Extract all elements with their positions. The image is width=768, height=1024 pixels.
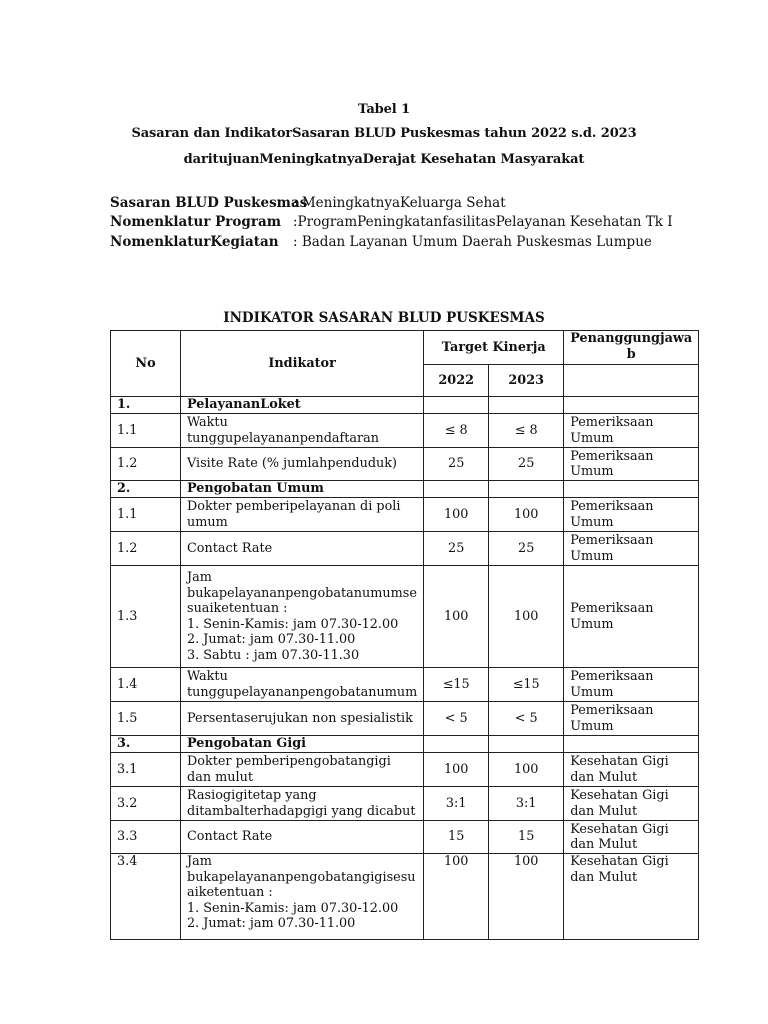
meta-label: Sasaran BLUD Puskesmas (110, 195, 308, 211)
cell-target-2023 (489, 481, 564, 498)
table-row (111, 668, 699, 702)
header-target-kinerja: Target Kinerja (424, 331, 564, 365)
cell-indikator: Rasiogigitetap yang ditambalterhadapgigi yang dicabut (181, 787, 424, 821)
cell-target-2022: 100 (424, 753, 489, 787)
cell-target-2023: ≤ 8 (489, 414, 564, 448)
table-row (111, 532, 699, 566)
cell-indikator: Pengobatan Umum (181, 481, 424, 498)
cell-target-2023: 100 (489, 498, 564, 532)
cell-target-2023: 3:1 (489, 787, 564, 821)
header-year-2023: 2023 (489, 365, 564, 397)
cell-penanggungjawab (564, 736, 699, 753)
cell-no: 3. (111, 736, 181, 753)
table-number: Tabel 1 (357, 102, 411, 117)
cell-target-2023: 100 (489, 566, 564, 668)
header-indikator: Indikator (181, 331, 424, 397)
cell-target-2022: < 5 (424, 702, 489, 736)
cell-no: 3.4 (111, 854, 181, 940)
table-header-row (111, 331, 699, 365)
header-penanggungjawab: Penanggungjawa b (564, 331, 699, 365)
cell-no: 3.2 (111, 787, 181, 821)
table-row (111, 498, 699, 532)
cell-target-2023: 25 (489, 532, 564, 566)
cell-target-2022: 100 (424, 498, 489, 532)
cell-no: 1.4 (111, 668, 181, 702)
table-row (111, 414, 699, 448)
cell-indikator: Waktu tunggupelayananpendaftaran (181, 414, 424, 448)
section-row (111, 397, 699, 414)
meta-label: Nomenklatur Program (110, 214, 281, 231)
cell-penanggungjawab: Pemeriksaan Umum (564, 532, 699, 566)
cell-penanggungjawab: Kesehatan Gigi dan Mulut (564, 753, 699, 787)
cell-target-2023: < 5 (489, 702, 564, 736)
cell-indikator: Dokter pemberipengobatangigi dan mulut (181, 753, 424, 787)
meta-label: NomenklaturKegiatan (110, 233, 279, 250)
cell-no: 1. (111, 397, 181, 414)
cell-penanggungjawab: Pemeriksaan Umum (564, 702, 699, 736)
cell-penanggungjawab: Pemeriksaan Umum (564, 414, 699, 448)
table-row (111, 566, 699, 668)
header-year-2022: 2022 (424, 365, 489, 397)
cell-target-2022: ≤15 (424, 668, 489, 702)
meta-row-sasaran (110, 194, 673, 213)
cell-penanggungjawab: Kesehatan Gigi dan Mulut (564, 787, 699, 821)
cell-penanggungjawab: Kesehatan Gigi dan Mulut (564, 821, 699, 854)
cell-no: 3.3 (111, 821, 181, 854)
cell-target-2023: 100 (489, 753, 564, 787)
cell-target-2022: 25 (424, 532, 489, 566)
cell-indikator: PelayananLoket (181, 397, 424, 414)
cell-penanggungjawab: Pemeriksaan Umum (564, 566, 699, 668)
cell-target-2023: ≤15 (489, 668, 564, 702)
cell-no: 1.5 (111, 702, 181, 736)
document-title: Sasaran dan IndikatorSasaran BLUD Puskesmas tahun 2022 s.d. 2023 (131, 126, 637, 141)
table-row (111, 702, 699, 736)
meta-value: : Badan Layanan Umum Daerah Puskesmas Lumpue (293, 233, 652, 250)
cell-target-2023: 100 (489, 854, 564, 940)
cell-target-2023 (489, 397, 564, 414)
meta-value: :ProgramPeningkatanfasilitasPelayanan Kesehatan Tk I (293, 214, 673, 231)
cell-indikator: Contact Rate (181, 821, 424, 854)
cell-no: 1.1 (111, 414, 181, 448)
table-row (111, 854, 699, 940)
cell-no: 1.3 (111, 566, 181, 668)
table-row (111, 821, 699, 854)
cell-no: 2. (111, 481, 181, 498)
cell-indikator: Dokter pemberipelayanan di poli umum (181, 498, 424, 532)
section-row (111, 736, 699, 753)
table-row (111, 753, 699, 787)
cell-indikator: Persentaserujukan non spesialistik (181, 702, 424, 736)
cell-indikator: Contact Rate (181, 532, 424, 566)
cell-target-2022: 15 (424, 821, 489, 854)
cell-target-2023 (489, 736, 564, 753)
document-subtitle: daritujuanMeningkatnyaDerajat Kesehatan Masyarakat (183, 152, 585, 167)
cell-target-2022: 100 (424, 854, 489, 940)
header-empty-cell (564, 365, 699, 397)
cell-target-2022: ≤ 8 (424, 414, 489, 448)
cell-target-2022: 3:1 (424, 787, 489, 821)
cell-no: 3.1 (111, 753, 181, 787)
cell-indikator: Visite Rate (% jumlahpenduduk) (181, 448, 424, 481)
cell-target-2022 (424, 397, 489, 414)
cell-indikator: Pengobatan Gigi (181, 736, 424, 753)
cell-target-2022 (424, 736, 489, 753)
cell-indikator: Jam bukapelayananpengobatanumumse suaiketentuan : 1. Senin-Kamis: jam 07.30-12.00 2. Jumat: jam 07.30-11.00 3. Sabtu : jam 07.30-11.30 (181, 566, 424, 668)
cell-target-2023: 15 (489, 821, 564, 854)
table-title: INDIKATOR SASARAN BLUD PUSKESMAS (223, 310, 545, 326)
meta-block (110, 194, 673, 252)
cell-target-2022: 25 (424, 448, 489, 481)
cell-target-2022: 100 (424, 566, 489, 668)
cell-penanggungjawab: Kesehatan Gigi dan Mulut (564, 854, 699, 940)
table-row (111, 448, 699, 481)
cell-penanggungjawab (564, 481, 699, 498)
indicator-table (110, 330, 699, 940)
cell-indikator: Jam bukapelayananpengobatangigisesu aiketentuan : 1. Senin-Kamis: jam 07.30-12.00 2. Jumat: jam 07.30-11.00 (181, 854, 424, 940)
header-no: No (111, 331, 181, 397)
meta-row-kegiatan (110, 233, 673, 252)
cell-indikator: Waktu tunggupelayananpengobatanumum (181, 668, 424, 702)
cell-no: 1.2 (111, 532, 181, 566)
meta-value: : MeningkatnyaKeluarga Sehat (293, 195, 506, 211)
cell-penanggungjawab: Pemeriksaan Umum (564, 668, 699, 702)
cell-no: 1.2 (111, 448, 181, 481)
table-row (111, 787, 699, 821)
cell-target-2023: 25 (489, 448, 564, 481)
cell-penanggungjawab (564, 397, 699, 414)
section-row (111, 481, 699, 498)
cell-penanggungjawab: Pemeriksaan Umum (564, 498, 699, 532)
cell-target-2022 (424, 481, 489, 498)
cell-no: 1.1 (111, 498, 181, 532)
meta-row-program (110, 213, 673, 232)
cell-penanggungjawab: Pemeriksaan Umum (564, 448, 699, 481)
